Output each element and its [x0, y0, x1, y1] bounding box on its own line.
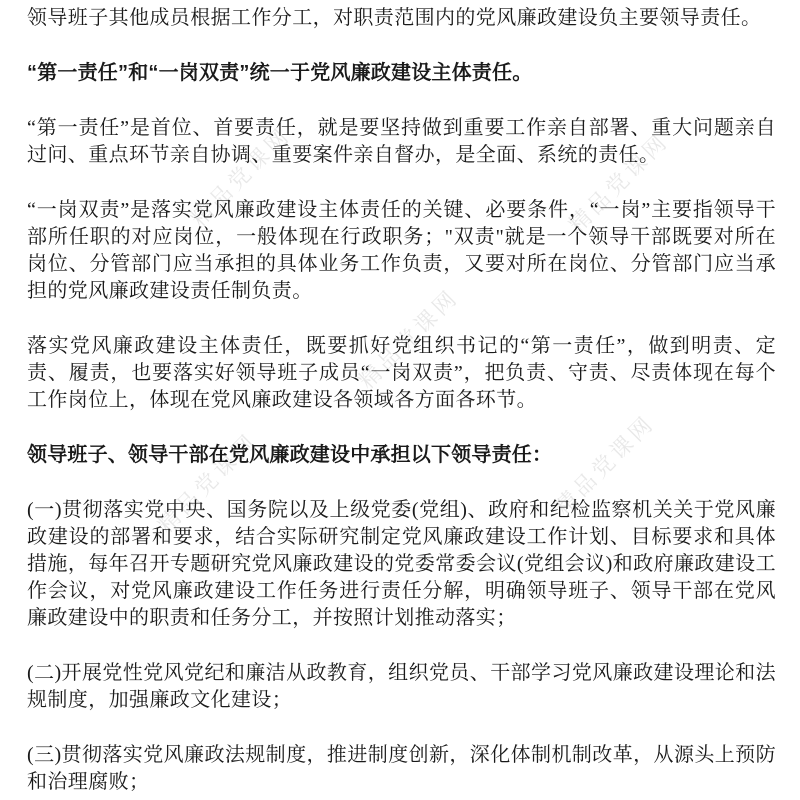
section-heading: 领导班子、领导干部在党风廉政建设中承担以下领导责任：	[27, 444, 553, 466]
paragraph: 落实党风廉政建设主体责任，既要抓好党组织书记的“第一责任”，做到明责、定责、履责，也要落实好领导班子成员“一岗双责”，把负责、守责、尽责体现在每个工作岗位上，体现在党风廉政建设各领域各方面各环节。	[27, 335, 776, 411]
watermark-text: 精品党课网	[353, 283, 464, 394]
paragraph-item-3: (三)贯彻落实党风廉政法规制度，推进制度创新，深化体制机制改革，从源头上预防和治理腐败；	[27, 744, 776, 793]
watermark-text: 精品党课网	[549, 409, 660, 520]
paragraph-item-2: (二)开展党性党风党纪和廉洁从政教育，组织党员、干部学习党风廉政建设理论和法规制度，加强廉政文化建设；	[27, 662, 776, 711]
watermark-text: 精品党课网	[185, 121, 296, 232]
section-heading: “第一责任”和“一岗双责”统一于党风廉政建设主体责任。	[27, 62, 533, 84]
document-body	[27, 5, 776, 796]
watermark-text: 精品党课网	[563, 127, 674, 238]
watermark-text: 精品党课网	[152, 427, 263, 538]
paragraph: “第一责任”是首位、首要责任，就是要坚持做到重要工作亲自部署、重大问题亲自过问、重点环节亲自协调、重要案件亲自督办，是全面、系统的责任。	[27, 117, 776, 166]
paragraph-continuation: 领导班子其他成员根据工作分工，对职责范围内的党风廉政建设负主要领导责任。	[27, 7, 762, 29]
paragraph: “一岗双责”是落实党风廉政建设主体责任的关键、必要条件，“一岗”主要指领导干部所任职的对应岗位，一般体现在行政职务；"双责"就是一个领导干部既要对所在岗位、分管部门应当承担的具体业务工作负责，又要对所在岗位、分管部门应当承担的党风廉政建设责任制负责。	[27, 199, 776, 302]
paragraph-item-1: (一)贯彻落实党中央、国务院以及上级党委(党组)、政府和纪检监察机关关于党风廉政建设的部署和要求，结合实际研究制定党风廉政建设工作计划、目标要求和具体措施，每年召开专题研究党风廉政建设的党委常委会议(党组会议)和政府廉政建设工作会议，对党风廉政建设工作任务进行责任分解，明确领导班子、领导干部在党风廉政建设中的职责和任务分工，并按照计划推动落实；	[27, 499, 776, 629]
